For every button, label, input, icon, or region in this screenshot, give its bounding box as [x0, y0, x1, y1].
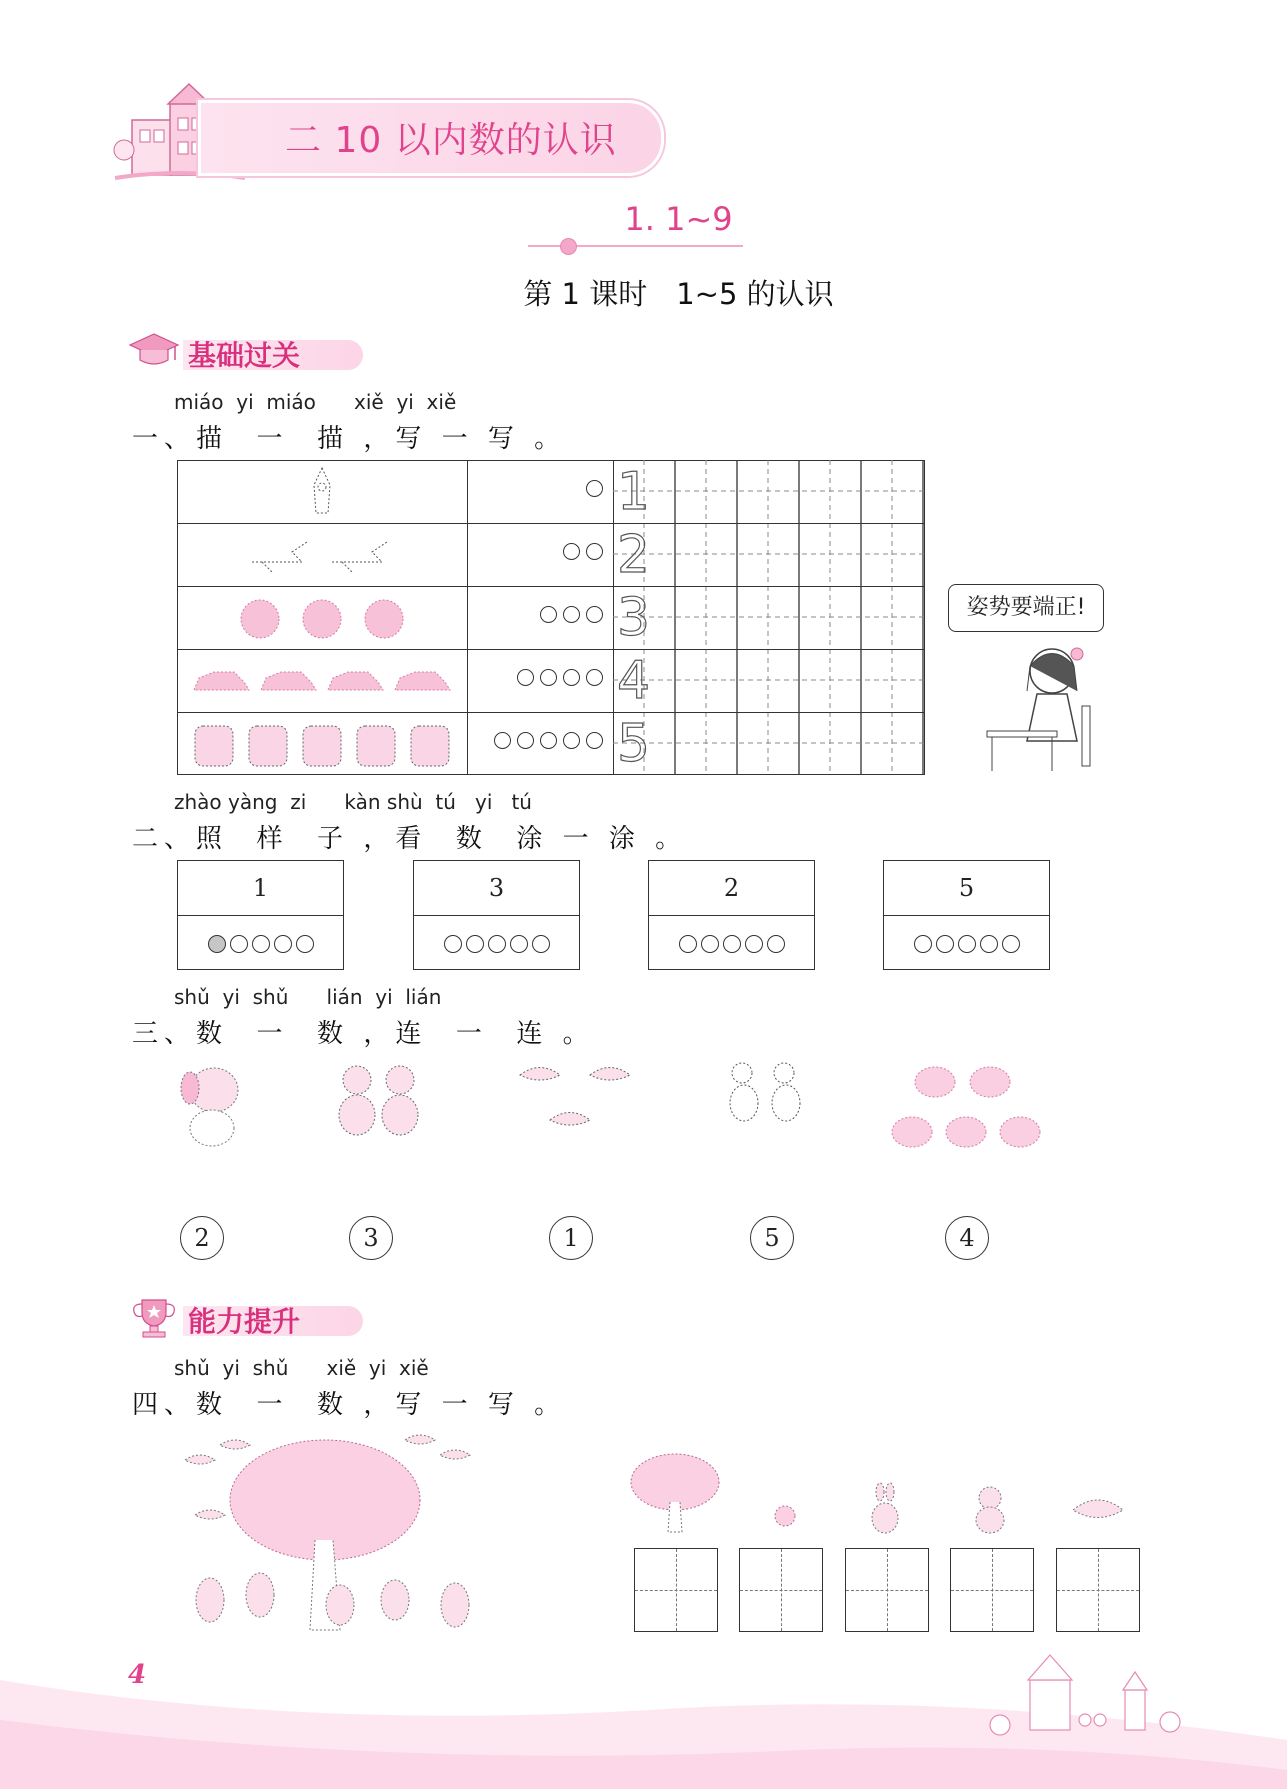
car-pictures: [189, 660, 459, 705]
rocket-picture: [302, 465, 342, 520]
part-label-basic: 基础过关: [188, 339, 301, 372]
count-circle: [563, 606, 580, 623]
color-circle[interactable]: [230, 935, 248, 953]
color-circle[interactable]: [208, 935, 226, 953]
q1-circles-row3: [534, 606, 603, 627]
forest-scene-picture: [175, 1430, 487, 1638]
color-circle[interactable]: [701, 935, 719, 953]
color-circle[interactable]: [745, 935, 763, 953]
duck-pair-picture: [332, 1060, 427, 1150]
box-guide: [887, 1549, 888, 1631]
box-guide: [676, 1549, 677, 1631]
part-badge-basic: [128, 330, 368, 370]
trace-digit-3[interactable]: 3: [617, 588, 651, 648]
match-number-circle[interactable]: 3: [349, 1216, 393, 1260]
count-circle: [540, 606, 557, 623]
rabbit-icon-picture: [868, 1482, 902, 1534]
airplane-pictures: [247, 532, 397, 580]
q1-circles-row1: [580, 480, 603, 501]
page-number: 4: [128, 1660, 147, 1690]
q1-circles-row2: [557, 543, 603, 564]
box-guide: [781, 1549, 782, 1631]
castle-decoration: [960, 1650, 1190, 1740]
bird-icon-picture: [1068, 1490, 1128, 1530]
apple-icon-picture: [770, 1500, 800, 1530]
color-card-4: [883, 860, 1050, 970]
color-circle[interactable]: [466, 935, 484, 953]
color-circle[interactable]: [914, 935, 932, 953]
box-guide: [992, 1549, 993, 1631]
q1-row-divider: [177, 649, 925, 650]
trace-digit-5[interactable]: 5: [617, 714, 651, 774]
part-badge-advanced: [128, 1296, 368, 1336]
q3-pinyin: shǔ yi shǔ lián yi lián: [174, 985, 442, 1009]
color-circle[interactable]: [444, 935, 462, 953]
speech-bubble: 姿势要端正!: [948, 584, 1104, 632]
count-circle: [586, 669, 603, 686]
trace-digit-2[interactable]: 2: [617, 525, 651, 585]
count-circle: [586, 606, 603, 623]
count-circle: [586, 543, 603, 560]
q3-title: 三、数 一 数 ，连 一 连 。: [132, 1019, 595, 1049]
color-card-1: [177, 860, 344, 970]
q1-row-divider: [177, 586, 925, 587]
color-card-circles: [884, 916, 1049, 970]
trace-digit-1[interactable]: 1: [617, 462, 651, 522]
q1-circles-row5: [488, 732, 603, 753]
match-number-circle[interactable]: 4: [945, 1216, 989, 1260]
girl-writing-illustration: [982, 636, 1122, 776]
color-circle[interactable]: [488, 935, 506, 953]
color-circle[interactable]: [679, 935, 697, 953]
match-number-circle[interactable]: 5: [750, 1216, 794, 1260]
color-circle[interactable]: [1002, 935, 1020, 953]
dog-picture: [172, 1060, 252, 1150]
count-circle: [563, 732, 580, 749]
color-circle[interactable]: [980, 935, 998, 953]
section-divider-dot: [560, 238, 577, 255]
birds-picture: [515, 1055, 640, 1140]
q2-pinyin: zhào yàng zi kàn shù tú yi tú: [174, 790, 532, 814]
q2-title: 二、照 样 子 ，看 数 涂 一 涂 。: [132, 824, 688, 854]
color-card-3: [648, 860, 815, 970]
q1-row-divider: [177, 523, 925, 524]
color-card-circles: [414, 916, 579, 970]
color-card-circles: [178, 916, 343, 970]
q1-col-divider: [467, 460, 468, 775]
color-circle[interactable]: [296, 935, 314, 953]
count-circle: [586, 732, 603, 749]
color-circle[interactable]: [252, 935, 270, 953]
q4-pinyin: shǔ yi shǔ xiě yi xiě: [174, 1356, 429, 1380]
q1-trace-table: [177, 460, 925, 775]
ball-pictures: [232, 595, 412, 643]
q1-pinyin: miáo yi miáo xiě yi xiě: [174, 390, 457, 414]
color-circle[interactable]: [958, 935, 976, 953]
graduation-cap-icon: [128, 330, 180, 374]
color-circle[interactable]: [767, 935, 785, 953]
lesson-title: 第 1 课时 1~5 的认识: [523, 277, 834, 311]
color-card-number: 5: [884, 861, 1049, 916]
q1-title: 一、描 一 描 ，写 一 写 。: [132, 424, 567, 454]
monkey-icon-picture: [968, 1484, 1012, 1534]
color-card-2: [413, 860, 580, 970]
color-card-number: 1: [178, 861, 343, 916]
section-number: 1. 1~9: [624, 200, 733, 238]
trophy-icon: [128, 1296, 180, 1344]
tree-icon-picture: [628, 1452, 723, 1534]
count-circle: [517, 732, 534, 749]
color-circle[interactable]: [936, 935, 954, 953]
count-circle: [586, 480, 603, 497]
count-circle: [563, 543, 580, 560]
match-number-circle[interactable]: 1: [549, 1216, 593, 1260]
color-circle[interactable]: [723, 935, 741, 953]
chapter-title: 二 10 以内数的认识: [285, 120, 617, 161]
q1-circles-row4: [511, 669, 603, 690]
trace-digit-4[interactable]: 4: [617, 651, 651, 711]
count-circle: [563, 669, 580, 686]
count-circle: [517, 669, 534, 686]
match-number-circle[interactable]: 2: [180, 1216, 224, 1260]
color-circle[interactable]: [510, 935, 528, 953]
color-card-number: 3: [414, 861, 579, 916]
q1-row-divider: [177, 712, 925, 713]
color-circle[interactable]: [274, 935, 292, 953]
q4-title: 四、数 一 数 ，写 一 写 。: [132, 1390, 567, 1420]
pumpkins-picture: [890, 1062, 1045, 1152]
color-circle[interactable]: [532, 935, 550, 953]
box-guide: [1098, 1549, 1099, 1631]
count-circle: [540, 669, 557, 686]
color-card-circles: [649, 916, 814, 970]
part-label-advanced: 能力提升: [188, 1305, 301, 1338]
q1-writing-grid: [613, 460, 925, 775]
count-circle: [540, 732, 557, 749]
color-card-number: 2: [649, 861, 814, 916]
count-circle: [494, 732, 511, 749]
chicks-picture: [722, 1058, 807, 1138]
bear-pictures: [187, 718, 462, 772]
